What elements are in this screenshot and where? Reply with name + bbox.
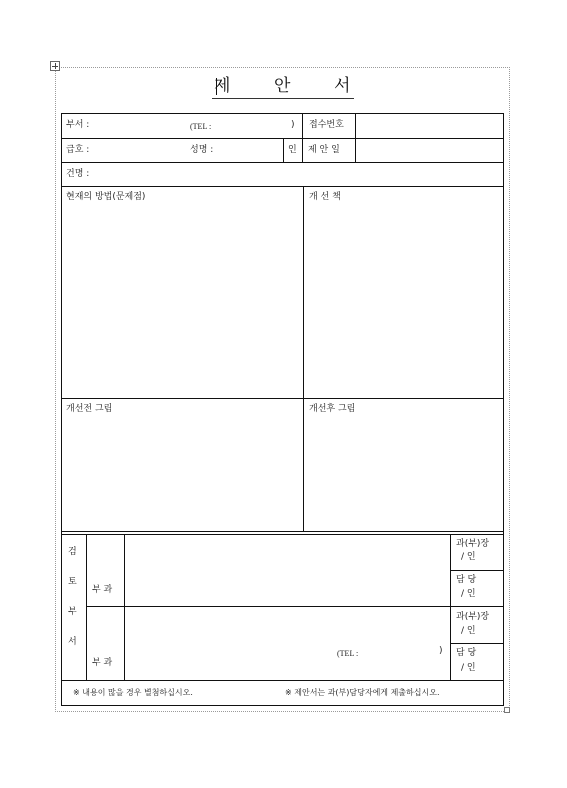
in-charge-seal-2: / 인 (461, 663, 476, 673)
row-rule-3 (61, 186, 504, 187)
in-charge-seal-1: / 인 (461, 589, 476, 599)
review-tel-close: ) (439, 646, 443, 656)
review-dept-char-2: 토 (68, 577, 77, 587)
after-picture-area[interactable] (305, 418, 501, 529)
current-method-area[interactable] (63, 206, 301, 396)
col-rule-dept-name (124, 534, 125, 680)
row-rule-2 (61, 162, 504, 163)
title-char-3: 서 (334, 76, 351, 96)
review-dept-2-field[interactable] (88, 608, 123, 654)
section-chief-seal-1: / 인 (461, 552, 476, 562)
form-border-bottom (61, 705, 504, 706)
form-border-right (503, 113, 504, 706)
form-border-top (61, 113, 504, 114)
dept-field[interactable] (100, 115, 185, 136)
rank-field[interactable] (98, 140, 183, 161)
in-charge-label-2: 담 당 (456, 648, 477, 658)
name-field[interactable] (222, 140, 282, 161)
title-underline (212, 98, 354, 99)
sign-rule-1 (450, 570, 504, 571)
tel-close: ) (291, 120, 295, 130)
proposal-date-label: 제 안 일 (308, 145, 340, 155)
review-dept-char-1: 검 (68, 547, 77, 557)
row-rule-5b (61, 534, 504, 535)
col-rule-tel-end (302, 113, 303, 162)
before-picture-label: 개선전 그림 (66, 404, 113, 414)
footer-note-attachment: ※ 내용이 많을 경우 별첨하십시오. (73, 688, 193, 697)
seal-mark: 인 (288, 145, 297, 155)
footer-rule (61, 680, 504, 681)
improvement-area[interactable] (305, 206, 501, 396)
improvement-label: 개 선 책 (309, 192, 341, 202)
review-row-rule (86, 606, 504, 607)
col-rule-middle (303, 186, 304, 532)
review-dept-char-3: 부 (68, 607, 77, 617)
row-rule-5a (61, 531, 504, 532)
before-picture-area[interactable] (63, 418, 301, 529)
col-rule-seal (283, 138, 284, 162)
title-char-2: 안 (274, 76, 291, 96)
review-opinion-2-area[interactable] (126, 608, 448, 679)
col-rule-receipt (355, 113, 356, 162)
col-rule-sign (450, 534, 451, 680)
review-dept-1-field[interactable] (88, 536, 123, 580)
section-chief-seal-2: / 인 (461, 626, 476, 636)
receipt-no-field[interactable] (357, 115, 502, 137)
in-charge-label-1: 담 당 (456, 575, 477, 585)
subject-field[interactable] (100, 164, 502, 185)
proposal-date-field[interactable] (357, 140, 502, 161)
title-char-1: 제 (214, 76, 231, 96)
review-tel-label: (TEL : (337, 649, 359, 658)
tel-field[interactable] (218, 115, 290, 136)
col-rule-review-label (86, 534, 87, 680)
form-border-left (61, 113, 62, 706)
dept-suffix-1: 부 과 (92, 585, 113, 595)
review-dept-char-4: 서 (68, 637, 77, 647)
tel-label: (TEL : (190, 122, 212, 131)
current-method-label: 현재의 방법(문제점) (66, 192, 146, 202)
dept-suffix-2: 부 과 (92, 658, 113, 668)
section-chief-label-2: 과(부)장 (456, 612, 490, 622)
dept-label: 부서 : (66, 120, 90, 130)
table-resize-handle[interactable] (504, 707, 510, 713)
subject-label: 건명 : (66, 169, 90, 179)
receipt-no-label: 접수번호 (309, 120, 344, 130)
table-move-handle-icon[interactable] (50, 61, 60, 71)
section-chief-label-1: 과(부)장 (456, 539, 490, 549)
rank-label: 급호 : (66, 145, 90, 155)
sign-rule-2 (450, 643, 504, 644)
name-label: 성명 : (190, 145, 214, 155)
row-rule-4 (61, 398, 504, 399)
footer-note-submission: ※ 제안서는 과(부)담당자에게 제출하십시오. (285, 688, 440, 697)
review-opinion-1-area[interactable] (126, 536, 448, 605)
after-picture-label: 개선후 그림 (309, 404, 356, 414)
